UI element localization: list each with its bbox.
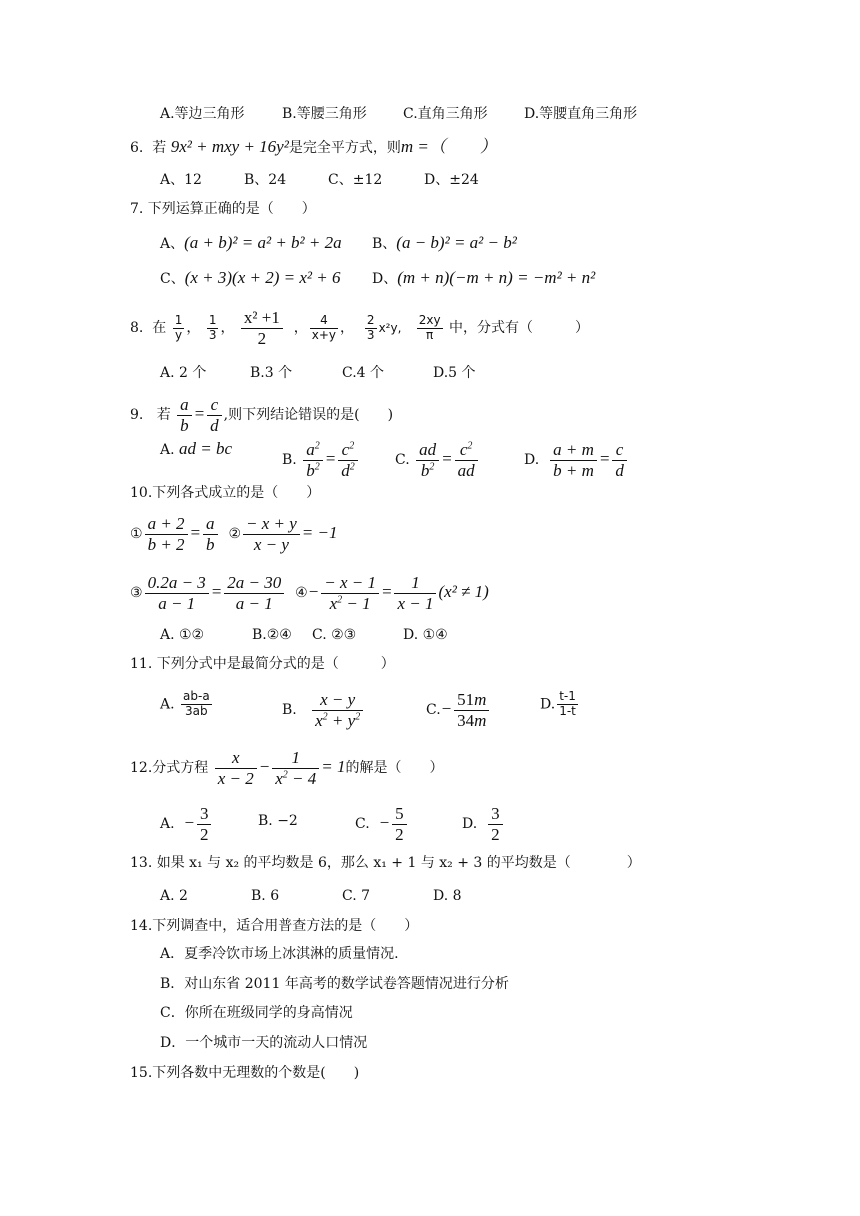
q6-option-d: D、±24 bbox=[424, 172, 479, 188]
q12-stem: 12.分式方程 $\frac{x}{x - 2}$ − $\frac{1}{x^2 - 4}$ = 1的解是（ ） bbox=[130, 748, 444, 788]
q9-option-c: C. $\frac{ad}{b^2}$ = $\frac{c^2}{ad}$ bbox=[395, 440, 480, 480]
q7-option-b bbox=[372, 234, 517, 251]
q13-option-b: B. 6 bbox=[251, 888, 280, 904]
q10-option-d: D. ①④ bbox=[403, 627, 448, 643]
q14-option-a: A．夏季冷饮市场上冰淇淋的质量情况. bbox=[160, 946, 399, 962]
q11-option-c-label: C. bbox=[426, 702, 441, 719]
q13-option-a: A. 2 bbox=[160, 888, 188, 904]
q9-option-a-label: A. bbox=[160, 442, 175, 458]
q8-option-b: B.3 个 bbox=[250, 365, 293, 381]
q15-stem: 15.下列各数中无理数的个数是( ) bbox=[130, 1065, 360, 1081]
q8-fraction-6: $\frac{2xy}{\pi}$ bbox=[418, 312, 441, 342]
q5-option-a: A.等边三角形 bbox=[160, 106, 245, 122]
q9-fraction-cd: $\frac{c}{d}$ bbox=[207, 395, 222, 435]
q7-option-d-expr: (m + n)(−m + n) = −m² + n² bbox=[397, 268, 596, 287]
q9-post: ,则下列结论错误的是( ) bbox=[223, 407, 394, 424]
q11-option-a: A. $\frac{ab-a}{3ab}$ bbox=[160, 689, 210, 718]
q8-fraction-5-term: x²y, bbox=[378, 321, 402, 336]
q7-option-a-expr: (a + b)² = a² + b² + 2a bbox=[184, 233, 342, 252]
q14-option-b: B．对山东省 2011 年高考的数学试卷答题情况进行分析 bbox=[160, 976, 509, 992]
q7-option-b-expr: (a − b)² = a² − b² bbox=[396, 233, 517, 252]
q8-post: 中，分式有（ ） bbox=[449, 320, 590, 337]
q9-option-a-expr: ad = bc bbox=[179, 439, 233, 458]
q11-option-a-label: A. bbox=[160, 696, 175, 713]
q7-option-a-label: A、 bbox=[160, 236, 185, 252]
q10-option-c: C. ②③ bbox=[312, 627, 357, 643]
q12-option-d: D. $\frac{3}{2}$ bbox=[462, 804, 505, 844]
q9-pre: 若 bbox=[156, 407, 171, 424]
q6-number: 6. bbox=[130, 140, 144, 156]
q7-option-a bbox=[160, 234, 342, 251]
q10-circle-4: ④ bbox=[295, 585, 308, 602]
q10-condition: (x² ≠ 1) bbox=[438, 582, 489, 602]
q9-option-c-label: C. bbox=[395, 452, 410, 469]
q8-fraction-1: $\frac{1}{y}$ bbox=[174, 312, 183, 342]
q9-fraction-ab: $\frac{a}{b}$ bbox=[177, 395, 192, 435]
q7-option-d bbox=[372, 269, 595, 286]
q12-option-a: A. − $\frac{3}{2}$ bbox=[160, 804, 213, 844]
q11-option-d-label: D. bbox=[540, 696, 556, 713]
q11-option-d: D. $\frac{t-1}{1-t}$ bbox=[540, 689, 576, 718]
q7-option-c-label: C、 bbox=[160, 271, 185, 287]
q9-stem: 9. 若 $\frac{a}{b}$ = $\frac{c}{d}$ ,则下列结论错误的是( ) bbox=[130, 395, 394, 435]
q10-option-b: B.②④ bbox=[252, 627, 292, 643]
q10-result-2: = −1 bbox=[301, 523, 338, 543]
q8-option-a: A. 2 个 bbox=[160, 365, 207, 381]
q8-stem: 8. 在 $\frac{1}{y}$ ， $\frac{1}{3}$ ， $\frac{\text{x² +1}}{2}$ ， $\frac{4}{x+y}$ ， $\frac{2}{3}$ x²y, $\frac{2xy}{\pi}$ 中，分式有（ ） bbox=[130, 308, 590, 348]
q11-stem: 11. 下列分式中是最简分式的是（ ） bbox=[130, 656, 395, 672]
q6-pre: 若 bbox=[152, 140, 167, 156]
q9-option-d-label: D. bbox=[524, 452, 540, 469]
q10-line-1: ① $\frac{a + 2}{b + 2}$ = $\frac{a}{b}$ ② $\frac{- x + y}{x - y}$ = −1 bbox=[130, 514, 338, 554]
q13-stem: 13. 如果 x₁ 与 x₂ 的平均数是 6，那么 x₁ + 1 与 x₂ + 3 的平均数是（ ） bbox=[130, 855, 641, 871]
q5-option-c: C.直角三角形 bbox=[403, 106, 488, 122]
q7-option-c-expr: (x + 3)(x + 2) = x² + 6 bbox=[184, 268, 341, 287]
q10-circle-1: ① bbox=[130, 526, 143, 543]
q8-fraction-2: $\frac{1}{3}$ bbox=[208, 312, 217, 342]
q6-post: 是完全平方式，则 bbox=[288, 140, 401, 156]
q8-option-d: D.5 个 bbox=[433, 365, 476, 381]
q14-option-d: D．一个城市一天的流动人口情况 bbox=[160, 1035, 368, 1051]
q9-option-b-label: B. bbox=[282, 452, 297, 469]
q9-option-a bbox=[160, 440, 232, 457]
q10-line-2: ③ $\frac{0.2a - 3}{a - 1}$ = $\frac{2a - 30}{a - 1}$ ④− $\frac{- x - 1}{x^2 - 1}$ = $\frac{1}{x - 1}$ (x² ≠ 1) bbox=[130, 573, 489, 613]
q10-option-a: A. ①② bbox=[160, 627, 205, 643]
q12-option-c: C. − $\frac{5}{2}$ bbox=[355, 804, 409, 844]
q7-stem: 7. 下列运算正确的是（ ） bbox=[130, 201, 316, 217]
q6-stem bbox=[130, 138, 497, 155]
q8-fraction-5: $\frac{2}{3}$ bbox=[366, 312, 375, 342]
q6-option-c: C、±12 bbox=[328, 172, 383, 188]
q12-post: 的解是（ ） bbox=[345, 760, 444, 777]
q11-option-b-label: B. bbox=[282, 702, 297, 719]
q11-option-c: C.− $\frac{51m}{34m}$ bbox=[426, 690, 491, 730]
q6-option-b: B、24 bbox=[244, 172, 287, 188]
q9-number: 9. bbox=[130, 407, 144, 424]
q9-option-d: D. $\frac{a + m}{b + m}$ = $\frac{c}{d}$ bbox=[524, 440, 629, 480]
q12-option-a-label: A. bbox=[160, 816, 175, 833]
q6-option-a: A、12 bbox=[160, 172, 202, 188]
q9-option-b: B. $\frac{a^2}{b^2}$ = $\frac{c^2}{d^2}$ bbox=[282, 440, 360, 480]
q7-option-c bbox=[160, 269, 340, 286]
q10-stem: 10.下列各式成立的是（ ） bbox=[130, 485, 321, 501]
q10-circle-2: ② bbox=[228, 526, 241, 543]
q8-pre: 在 bbox=[152, 320, 167, 337]
q11-option-b: B. $\frac{x - y}{x^2 + y^2}$ bbox=[282, 690, 365, 730]
q13-option-d: D. 8 bbox=[433, 888, 462, 904]
q14-option-c: C．你所在班级同学的身高情况 bbox=[160, 1005, 353, 1021]
q12-option-d-label: D. bbox=[462, 816, 478, 833]
q12-option-c-label: C. bbox=[355, 816, 370, 833]
q8-number: 8. bbox=[130, 320, 144, 337]
q12-option-b: B. −2 bbox=[258, 813, 298, 829]
q10-circle-3: ③ bbox=[130, 585, 143, 602]
q8-fraction-3: $\frac{\text{x² +1}}{2}$ bbox=[241, 308, 283, 348]
q8-option-c: C.4 个 bbox=[342, 365, 385, 381]
q5-option-d: D.等腰直角三角形 bbox=[524, 106, 638, 122]
q6-expression: 9x² + mxy + 16y² bbox=[170, 137, 289, 156]
q12-pre: 12.分式方程 bbox=[130, 760, 209, 777]
q13-option-c: C. 7 bbox=[342, 888, 371, 904]
q7-option-d-label: D、 bbox=[372, 271, 398, 287]
q7-option-b-label: B、 bbox=[372, 236, 397, 252]
q5-option-b: B.等腰三角形 bbox=[282, 106, 367, 122]
q14-stem: 14.下列调查中，适合用普查方法的是（ ） bbox=[130, 918, 419, 934]
q8-fraction-4: $\frac{4}{x+y}$ bbox=[311, 312, 337, 342]
q6-m: m =（ ） bbox=[400, 137, 497, 156]
